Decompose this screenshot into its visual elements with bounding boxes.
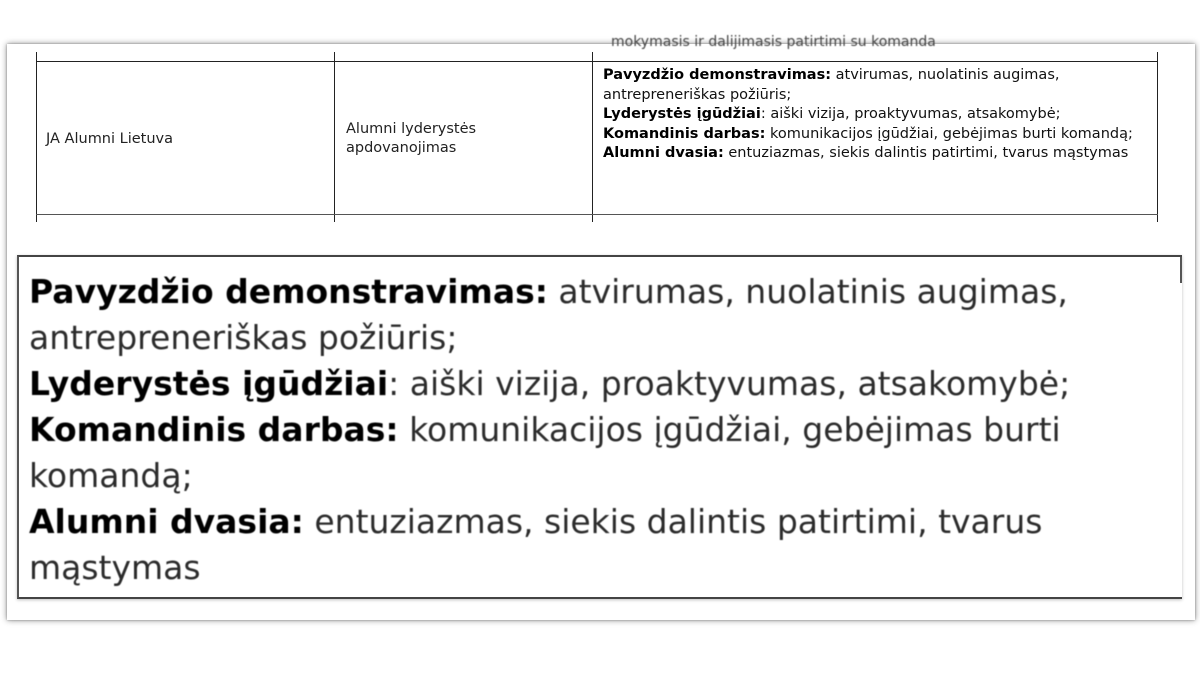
zoom-criteria-label: Lyderystės įgūdžiai xyxy=(29,364,389,403)
criteria-label: Komandinis darbas: xyxy=(603,125,766,142)
criteria-table xyxy=(36,34,1158,224)
criteria-cell xyxy=(603,66,1148,164)
zoomed-criteria-text xyxy=(29,269,1169,591)
criteria-label: Pavyzdžio demonstravimas: xyxy=(603,67,832,83)
zoom-criteria-text: entuziazmas, siekis dalintis patirtimi, tvarus mąstymas xyxy=(29,502,1043,587)
table-column-border xyxy=(334,52,335,222)
zoom-criteria-label: Pavyzdžio demonstravimas: xyxy=(29,272,548,311)
zoom-criteria-text: : aiški vizija, proaktyvumas, atsakomybė; xyxy=(388,364,1071,403)
criteria-text: atvirumas, nuolatinis augimas, antrepreneriškas požiūris; xyxy=(603,67,1060,103)
table-column-border xyxy=(1157,52,1158,222)
zoom-criteria-label: Komandinis darbas: xyxy=(29,410,399,449)
award-cell: Alumni lyderystės apdovanojimas xyxy=(346,121,477,156)
zoomed-criteria-panel xyxy=(17,255,1182,599)
table-column-border xyxy=(36,52,37,222)
zoom-panel-edge xyxy=(1180,257,1182,283)
zoom-criteria-text: komunikacijos įgūdžiai, gebėjimas burti komandą; xyxy=(29,410,1061,495)
criteria-label: Alumni dvasia: xyxy=(603,145,724,161)
criteria-text: komunikacijos įgūdžiai, gebėjimas burti komandą; xyxy=(765,125,1133,142)
criteria-text: : aiški vizija, proaktyvumas, atsakomybė; xyxy=(760,106,1061,122)
zoom-criteria-text: atvirumas, nuolatinis augimas, antrepreneriškas požiūris; xyxy=(29,272,1068,357)
table-column-border xyxy=(592,52,593,222)
zoom-criteria-label: Alumni dvasia: xyxy=(29,502,304,541)
previous-row-clipped-text: mokymasis ir dalijimasis patirtimi su komanda xyxy=(611,34,936,50)
organization-cell: JA Alumni Lietuva xyxy=(46,131,174,147)
document-card xyxy=(7,34,1195,620)
table-row-bottom-border xyxy=(36,214,1158,215)
criteria-label: Lyderystės įgūdžiai xyxy=(603,106,761,122)
criteria-text: entuziazmas, siekis dalintis patirtimi, tvarus mąstymas xyxy=(723,145,1129,161)
table-row-top-border xyxy=(36,61,1158,62)
